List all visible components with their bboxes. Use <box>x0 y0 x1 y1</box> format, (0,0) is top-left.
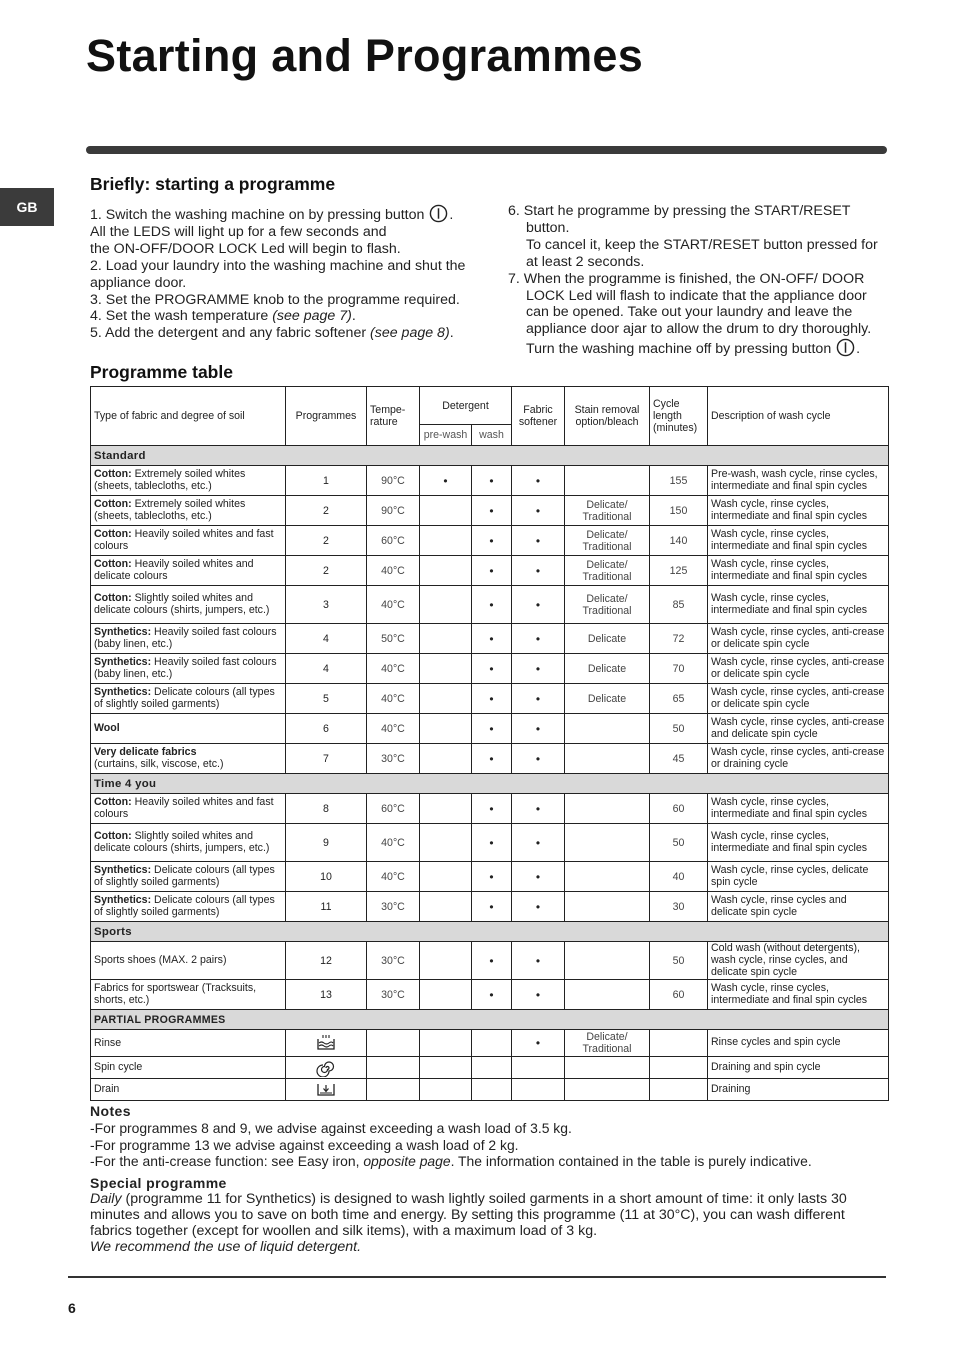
temperature-cell: 60°C <box>367 794 420 824</box>
rinse-icon <box>316 1037 336 1049</box>
fabric-type: Synthetics: <box>94 863 152 876</box>
step-7-text: 7. When the programme is finished, the ON-OFF/ DOOR LOCK Led will flash to indicate that the appliance door can be opened. Take out your laundry and leave the appliance door ajar to allow the drum to dry thoroughly. Turn the washing machine off by pressing button <box>508 270 872 358</box>
header-cycle: Cycle length (minutes) <box>650 387 708 446</box>
fabric-detail: Sports shoes (MAX. 2 pairs) <box>94 953 227 966</box>
step-5-end: . <box>449 325 454 342</box>
stain-cell <box>565 714 650 744</box>
step-5 <box>90 325 490 342</box>
table-row <box>91 714 889 744</box>
fabric-cell <box>91 624 286 654</box>
group-row <box>91 922 889 942</box>
softener-cell: • <box>512 556 565 586</box>
table-row <box>91 526 889 556</box>
stain-cell: Delicate/ Traditional <box>565 586 650 624</box>
fabric-cell <box>91 526 286 556</box>
softener-cell: • <box>512 744 565 774</box>
stain-cell <box>565 1079 650 1101</box>
wash-cell: • <box>472 586 512 624</box>
wash-cell: • <box>472 892 512 922</box>
softener-cell: • <box>512 526 565 556</box>
temperature-cell: 40°C <box>367 684 420 714</box>
step-6-cancel: To cancel it, keep the START/RESET button pressed for at least 2 seconds. <box>526 236 878 270</box>
stain-cell <box>565 942 650 980</box>
note-3-page-ref: opposite page <box>363 1153 451 1170</box>
prewash-cell <box>420 1030 472 1057</box>
stain-cell <box>565 862 650 892</box>
table-row <box>91 744 889 774</box>
fabric-detail: Fabrics for sportswear (Tracksuits, shorts, etc.) <box>94 982 257 1006</box>
header-prewash: pre-wash <box>420 425 472 446</box>
programme-number: 2 <box>286 556 367 586</box>
softener-cell: • <box>512 862 565 892</box>
softener-cell: • <box>512 466 565 496</box>
description-cell: Wash cycle, rinse cycles, intermediate and final spin cycles <box>708 824 889 862</box>
fabric-type: Wool <box>94 721 120 734</box>
prewash-cell <box>420 624 472 654</box>
wash-cell: • <box>472 466 512 496</box>
step-1 <box>90 204 490 224</box>
note-3-end: . The information contained in the table is purely indicative. <box>450 1153 812 1170</box>
fabric-type: Very delicate fabrics <box>94 745 197 758</box>
step-7 <box>508 271 880 359</box>
fabric-type: Cotton: <box>94 527 132 540</box>
title-rule <box>86 146 887 154</box>
fabric-cell <box>91 942 286 980</box>
prewash-cell <box>420 496 472 526</box>
softener-cell <box>512 1079 565 1101</box>
wash-cell: • <box>472 794 512 824</box>
cycle-length-cell: 125 <box>650 556 708 586</box>
table-row <box>91 892 889 922</box>
fabric-detail: Heavily soiled fast colours (baby linen, etc.) <box>94 655 277 680</box>
fabric-detail: (curtains, silk, viscose, etc.) <box>94 757 224 770</box>
programme-number: 12 <box>286 942 367 980</box>
softener-cell: • <box>512 654 565 684</box>
group-label: Time 4 you <box>91 774 889 794</box>
header-temperature: Tempe-rature <box>367 387 420 446</box>
wash-cell: • <box>472 526 512 556</box>
cycle-length-cell: 50 <box>650 942 708 980</box>
temperature-cell: 30°C <box>367 744 420 774</box>
prewash-cell <box>420 586 472 624</box>
fabric-cell <box>91 586 286 624</box>
partial-label-cell: Rinse <box>91 1030 286 1057</box>
header-softener: Fabric softener <box>512 387 565 446</box>
programme-number: 2 <box>286 526 367 556</box>
programme-number: 1 <box>286 466 367 496</box>
programme-number: 2 <box>286 496 367 526</box>
fabric-cell <box>91 654 286 684</box>
steps-left <box>90 204 490 342</box>
notes-section <box>90 1103 880 1170</box>
header-stain: Stain removal option/bleach <box>565 387 650 446</box>
temperature-cell: 30°C <box>367 980 420 1010</box>
wash-cell <box>472 1030 512 1057</box>
fabric-detail: Delicate colours (all types of slightly soiled garments) <box>94 863 275 888</box>
temperature-cell <box>367 1030 420 1057</box>
stain-cell: Delicate/ Traditional <box>565 496 650 526</box>
stain-cell: Delicate <box>565 684 650 714</box>
cycle-length-cell: 72 <box>650 624 708 654</box>
wash-cell <box>472 1057 512 1079</box>
wash-cell: • <box>472 684 512 714</box>
softener-cell: • <box>512 794 565 824</box>
softener-cell: • <box>512 1030 565 1057</box>
fabric-cell <box>91 466 286 496</box>
group-label: PARTIAL PROGRAMMES <box>91 1010 889 1030</box>
header-programmes: Programmes <box>286 387 367 446</box>
temperature-cell: 90°C <box>367 496 420 526</box>
cycle-length-cell: 50 <box>650 824 708 862</box>
softener-cell: • <box>512 684 565 714</box>
wash-cell: • <box>472 980 512 1010</box>
cycle-length-cell: 40 <box>650 862 708 892</box>
fabric-detail: Delicate colours (all types of slightly soiled garments) <box>94 685 275 710</box>
group-row <box>91 446 889 466</box>
fabric-detail: Extremely soiled whites (sheets, tablecloths, etc.) <box>94 497 246 522</box>
fabric-cell <box>91 714 286 744</box>
description-cell: Wash cycle, rinse cycles, intermediate and final spin cycles <box>708 586 889 624</box>
temperature-cell: 30°C <box>367 892 420 922</box>
stain-cell: Delicate <box>565 654 650 684</box>
table-row <box>91 862 889 892</box>
table-row <box>91 1030 889 1057</box>
softener-cell: • <box>512 824 565 862</box>
wash-cell: • <box>472 654 512 684</box>
partial-icon-cell <box>286 1057 367 1079</box>
description-cell: Cold wash (without detergents), wash cycle, rinse cycles, and delicate spin cycle <box>708 942 889 980</box>
description-cell: Wash cycle, rinse cycles, delicate spin cycle <box>708 862 889 892</box>
fabric-type: Cotton: <box>94 497 132 510</box>
stain-cell <box>565 980 650 1010</box>
special-recommend-text: We recommend the use of liquid detergent. <box>90 1239 362 1256</box>
temperature-cell: 50°C <box>367 624 420 654</box>
cycle-length-cell: 65 <box>650 684 708 714</box>
fabric-cell <box>91 496 286 526</box>
stain-cell <box>565 794 650 824</box>
table-row <box>91 654 889 684</box>
special-heading: Special programme <box>90 1175 227 1191</box>
group-row <box>91 774 889 794</box>
stain-cell: Delicate/ Traditional <box>565 556 650 586</box>
cycle-length-cell: 50 <box>650 714 708 744</box>
description-cell: Draining <box>708 1079 889 1101</box>
table-row <box>91 586 889 624</box>
programme-number: 4 <box>286 624 367 654</box>
temperature-cell: 40°C <box>367 556 420 586</box>
programme-table <box>90 386 889 1101</box>
fabric-type: Cotton: <box>94 557 132 570</box>
description-cell: Wash cycle, rinse cycles, intermediate and final spin cycles <box>708 526 889 556</box>
description-cell: Rinse cycles and spin cycle <box>708 1030 889 1057</box>
table-row <box>91 466 889 496</box>
wash-cell: • <box>472 862 512 892</box>
wash-cell: • <box>472 714 512 744</box>
softener-cell: • <box>512 496 565 526</box>
temperature-cell: 30°C <box>367 942 420 980</box>
prewash-cell <box>420 1079 472 1101</box>
softener-cell: • <box>512 942 565 980</box>
prewash-cell <box>420 556 472 586</box>
fabric-detail: Heavily soiled whites and fast colours <box>94 795 274 820</box>
special-description: (programme 11 for Synthetics) is designed to wash lightly soiled garments in a short amount of time: it only lasts 30 minutes and allows you to save on both time and energy. By setting this programme (11 at 30°C), you can wash different fabrics together (except for woollen and silk items), with a maximum load of 3 kg. <box>90 1191 847 1240</box>
stain-cell <box>565 892 650 922</box>
fabric-type: Synthetics: <box>94 625 152 638</box>
programme-table-heading: Programme table <box>90 362 233 382</box>
drain-icon <box>316 1084 336 1096</box>
fabric-cell <box>91 980 286 1010</box>
description-cell: Wash cycle, rinse cycles, intermediate and final spin cycles <box>708 794 889 824</box>
prewash-cell <box>420 794 472 824</box>
fabric-cell <box>91 744 286 774</box>
note-2: -For programme 13 we advise against exceeding a wash load of 2 kg. <box>90 1136 519 1153</box>
softener-cell: • <box>512 624 565 654</box>
stain-cell <box>565 824 650 862</box>
prewash-cell <box>420 824 472 862</box>
step-5-text: 5. Add the detergent and any fabric softener <box>90 325 371 342</box>
temperature-cell: 40°C <box>367 654 420 684</box>
prewash-cell <box>420 684 472 714</box>
header-detergent: Detergent <box>420 387 512 425</box>
fabric-type: Cotton: <box>94 795 132 808</box>
table-row <box>91 496 889 526</box>
briefly-heading: Briefly: starting a programme <box>90 174 336 194</box>
fabric-detail: Extremely soiled whites (sheets, tablecloths, etc.) <box>94 467 246 492</box>
programme-number: 11 <box>286 892 367 922</box>
table-row <box>91 824 889 862</box>
cycle-length-cell <box>650 1057 708 1079</box>
step-5-page-ref: (see page 8) <box>370 325 450 342</box>
partial-label-cell: Drain <box>91 1079 286 1101</box>
stain-cell <box>565 744 650 774</box>
fabric-cell <box>91 684 286 714</box>
note-3 <box>90 1153 880 1170</box>
prewash-cell <box>420 654 472 684</box>
wash-cell: • <box>472 624 512 654</box>
programme-number: 5 <box>286 684 367 714</box>
fabric-type: Cotton: <box>94 467 132 480</box>
cycle-length-cell: 45 <box>650 744 708 774</box>
table-row <box>91 1057 889 1079</box>
temperature-cell: 40°C <box>367 862 420 892</box>
table-row <box>91 1079 889 1101</box>
fabric-detail: Delicate colours (all types of slightly soiled garments) <box>94 893 275 918</box>
cycle-length-cell: 150 <box>650 496 708 526</box>
fabric-type: Synthetics: <box>94 685 152 698</box>
cycle-length-cell: 60 <box>650 794 708 824</box>
special-text <box>90 1191 882 1239</box>
step-4 <box>90 308 490 325</box>
softener-cell <box>512 1057 565 1079</box>
partial-icon-cell <box>286 1079 367 1101</box>
cycle-length-cell: 85 <box>650 586 708 624</box>
programme-number: 10 <box>286 862 367 892</box>
step-4-page-ref: (see page 7) <box>272 308 352 325</box>
cycle-length-cell: 140 <box>650 526 708 556</box>
cycle-length-cell: 70 <box>650 654 708 684</box>
fabric-detail: Slightly soiled whites and delicate colours (shirts, jumpers, etc.) <box>94 591 270 616</box>
page-title: Starting and Programmes <box>86 30 644 81</box>
stain-cell <box>565 1057 650 1079</box>
cycle-length-cell: 60 <box>650 980 708 1010</box>
description-cell: Wash cycle, rinse cycles, intermediate and final spin cycles <box>708 496 889 526</box>
description-cell: Wash cycle, rinse cycles, anti-crease or delicate spin cycle <box>708 624 889 654</box>
fabric-cell <box>91 794 286 824</box>
fabric-cell <box>91 824 286 862</box>
page-number: 6 <box>68 1300 76 1316</box>
group-label: Standard <box>91 446 889 466</box>
softener-cell: • <box>512 892 565 922</box>
steps-right <box>508 203 880 358</box>
notes-heading: Notes <box>90 1103 131 1119</box>
fabric-type: Synthetics: <box>94 655 152 668</box>
temperature-cell: 90°C <box>367 466 420 496</box>
group-row <box>91 1010 889 1030</box>
prewash-cell: • <box>420 466 472 496</box>
table-row <box>91 942 889 980</box>
special-name: Daily <box>90 1191 122 1208</box>
temperature-cell <box>367 1079 420 1101</box>
wash-cell: • <box>472 744 512 774</box>
table-row <box>91 556 889 586</box>
table-row <box>91 980 889 1010</box>
cycle-length-cell <box>650 1079 708 1101</box>
description-cell: Pre-wash, wash cycle, rinse cycles, intermediate and final spin cycles <box>708 466 889 496</box>
description-cell: Wash cycle, rinse cycles, intermediate and final spin cycles <box>708 980 889 1010</box>
step-6: 6. Start he programme by pressing the START/RESET button. <box>508 203 851 236</box>
fabric-detail: Heavily soiled fast colours (baby linen, etc.) <box>94 625 277 650</box>
softener-cell: • <box>512 980 565 1010</box>
softener-cell: • <box>512 586 565 624</box>
step-1-leds: All the LEDS will light up for a few seconds and <box>90 223 387 240</box>
prewash-cell <box>420 744 472 774</box>
description-cell: Wash cycle, rinse cycles, anti-crease and delicate spin cycle <box>708 714 889 744</box>
note-3-text: -For the anti-crease function: see Easy iron, <box>90 1153 364 1170</box>
table-row <box>91 684 889 714</box>
prewash-cell <box>420 1057 472 1079</box>
temperature-cell: 60°C <box>367 526 420 556</box>
temperature-cell: 40°C <box>367 824 420 862</box>
cycle-length-cell <box>650 1030 708 1057</box>
stain-cell: Delicate/ Traditional <box>565 526 650 556</box>
stain-cell: Delicate <box>565 624 650 654</box>
wash-cell <box>472 1079 512 1101</box>
special-recommend <box>90 1239 882 1255</box>
wash-cell: • <box>472 824 512 862</box>
step-3: 3. Set the PROGRAMME knob to the programme required. <box>90 291 460 308</box>
table-row <box>91 624 889 654</box>
step-2: 2. Load your laundry into the washing machine and shut the appliance door. <box>90 257 466 291</box>
power-button-icon <box>836 338 855 357</box>
prewash-cell <box>420 942 472 980</box>
partial-icon-cell <box>286 1030 367 1057</box>
temperature-cell: 40°C <box>367 586 420 624</box>
description-cell: Wash cycle, rinse cycles, anti-crease or draining cycle <box>708 744 889 774</box>
header-wash: wash <box>472 425 512 446</box>
prewash-cell <box>420 980 472 1010</box>
programme-number: 6 <box>286 714 367 744</box>
prewash-cell <box>420 526 472 556</box>
step-1-flash: the ON-OFF/DOOR LOCK Led will begin to flash. <box>90 240 401 257</box>
fabric-cell <box>91 556 286 586</box>
programme-number: 9 <box>286 824 367 862</box>
fabric-type: Cotton: <box>94 829 132 842</box>
softener-cell: • <box>512 714 565 744</box>
cycle-length-cell: 155 <box>650 466 708 496</box>
stain-cell <box>565 466 650 496</box>
programme-number: 4 <box>286 654 367 684</box>
description-cell: Wash cycle, rinse cycles, anti-crease or delicate spin cycle <box>708 654 889 684</box>
programme-number: 3 <box>286 586 367 624</box>
note-1: -For programmes 8 and 9, we advise against exceeding a wash load of 3.5 kg. <box>90 1119 572 1136</box>
fabric-cell <box>91 892 286 922</box>
description-cell: Draining and spin cycle <box>708 1057 889 1079</box>
power-button-icon <box>429 204 448 223</box>
table-row <box>91 794 889 824</box>
header-description: Description of wash cycle <box>708 387 889 446</box>
fabric-cell <box>91 862 286 892</box>
footer-rule <box>68 1276 886 1278</box>
step-1-text: 1. Switch the washing machine on by pressing button <box>90 207 429 223</box>
language-tab: GB <box>0 188 54 226</box>
fabric-type: Synthetics: <box>94 893 152 906</box>
description-cell: Wash cycle, rinse cycles, intermediate and final spin cycles <box>708 556 889 586</box>
description-cell: Wash cycle, rinse cycles and delicate spin cycle <box>708 892 889 922</box>
spin-icon <box>316 1062 336 1074</box>
step-1-end: . <box>449 207 454 223</box>
prewash-cell <box>420 862 472 892</box>
step-7-end: . <box>856 341 861 358</box>
step-4-end: . <box>351 308 356 325</box>
fabric-detail: Slightly soiled whites and delicate colours (shirts, jumpers, etc.) <box>94 829 270 854</box>
temperature-cell: 40°C <box>367 714 420 744</box>
fabric-detail: Heavily soiled whites and delicate colours <box>94 557 254 582</box>
prewash-cell <box>420 892 472 922</box>
cycle-length-cell: 30 <box>650 892 708 922</box>
prewash-cell <box>420 714 472 744</box>
wash-cell: • <box>472 496 512 526</box>
description-cell: Wash cycle, rinse cycles, anti-crease or delicate spin cycle <box>708 684 889 714</box>
group-label: Sports <box>91 922 889 942</box>
fabric-detail: Heavily soiled whites and fast colours <box>94 527 274 552</box>
temperature-cell <box>367 1057 420 1079</box>
partial-label-cell: Spin cycle <box>91 1057 286 1079</box>
stain-cell: Delicate/ Traditional <box>565 1030 650 1057</box>
wash-cell: • <box>472 942 512 980</box>
programme-number: 7 <box>286 744 367 774</box>
wash-cell: • <box>472 556 512 586</box>
programme-number: 8 <box>286 794 367 824</box>
programme-number: 13 <box>286 980 367 1010</box>
special-programme-section <box>90 1175 882 1255</box>
programme-table-body <box>91 446 889 1101</box>
header-fabric: Type of fabric and degree of soil <box>91 387 286 446</box>
step-4-text: 4. Set the wash temperature <box>90 308 273 325</box>
fabric-type: Cotton: <box>94 591 132 604</box>
